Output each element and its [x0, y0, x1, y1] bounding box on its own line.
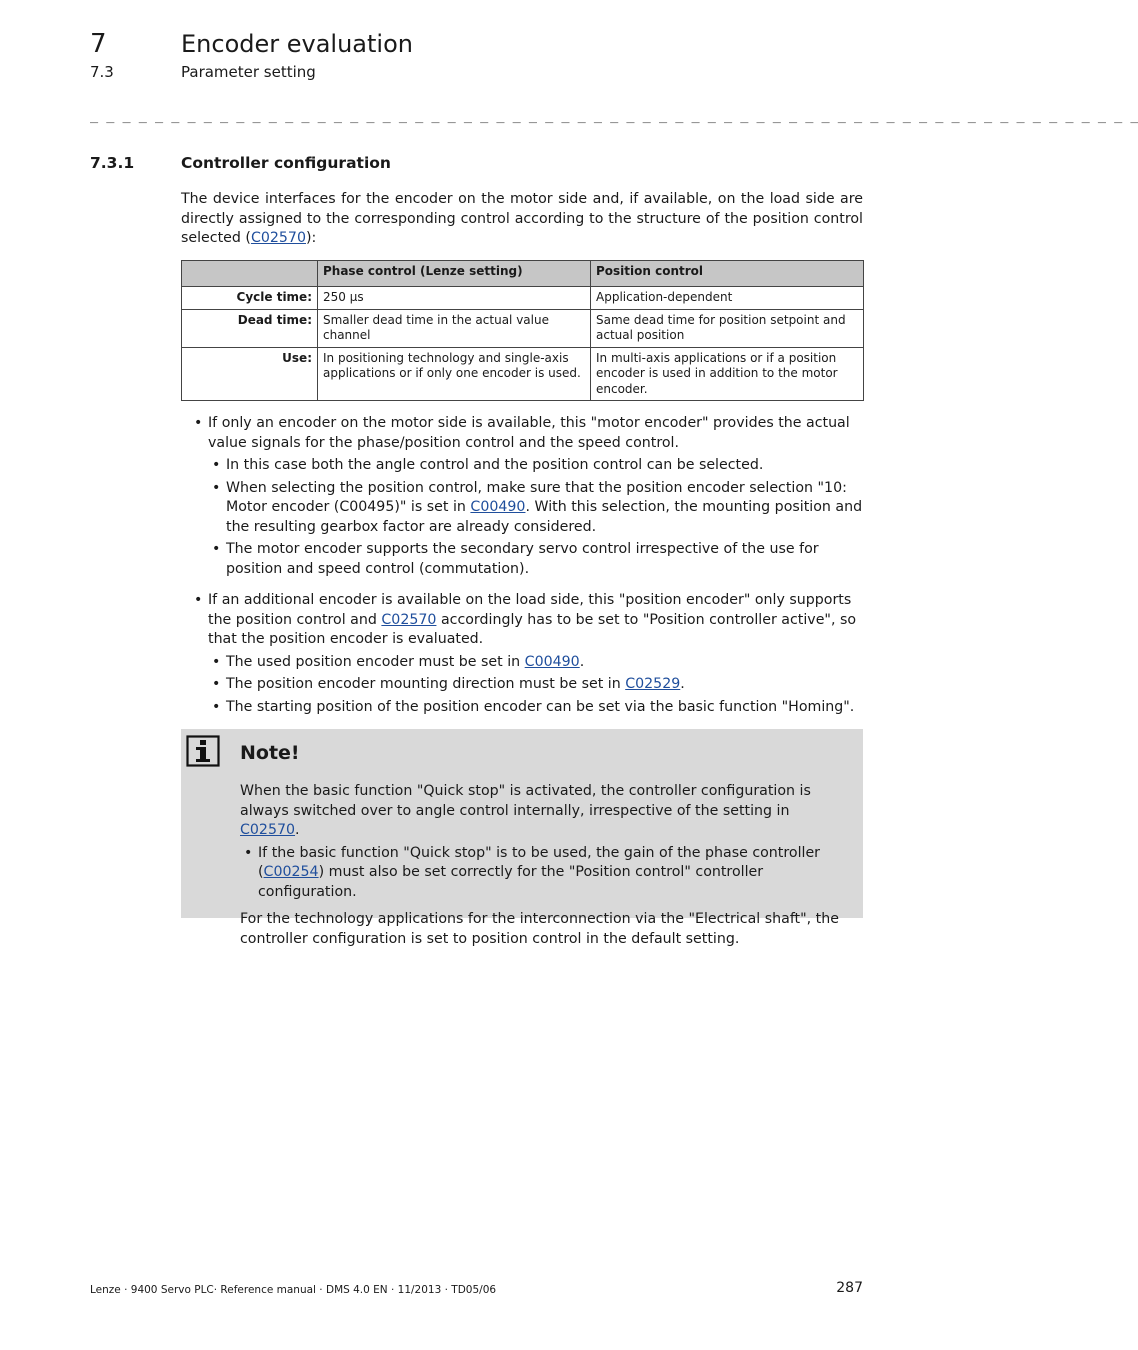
note-text: When the basic function "Quick stop" is activated, the controller configuration is always switched over to angle control internally, irrespective of the setting in: [240, 783, 811, 819]
bullet-text: .: [680, 676, 685, 692]
note-body: [240, 782, 850, 949]
section-number: 7.3.1: [90, 154, 135, 172]
list-item: [208, 479, 863, 538]
note-paragraph: [240, 782, 850, 841]
subchapter-number: 7.3: [90, 63, 114, 81]
note-box: [181, 729, 863, 947]
header-separator: _ _ _ _ _ _ _ _ _ _ _ _ _ _ _ _ _ _ _ _ _ _ _ _ _ _ _ _ _ _ _ _ _ _ _ _ _ _ _ _ _ _ _ _ _ _ _ _ _ _ _ _ _ _ _ _ _ _ _ _ _ _ _ _ _: [90, 108, 1138, 124]
list-item: [208, 675, 863, 695]
chapter-number: 7: [90, 29, 107, 59]
table-header-cell: [182, 261, 318, 287]
intro-paragraph: [181, 190, 863, 249]
table-row: [182, 347, 864, 401]
bullet-text: .: [579, 653, 585, 670]
page-number: 287: [836, 1280, 863, 1296]
table-row: [182, 287, 864, 310]
note-title: Note!: [240, 742, 300, 764]
list-item: [240, 844, 850, 903]
link-c00254[interactable]: C00254: [263, 864, 319, 880]
row-label: Cycle time:: [182, 287, 318, 310]
table-header-cell: Phase control (Lenze setting): [318, 261, 591, 287]
bullet-text: The motor encoder supports the secondary servo control irrespective of the use for position and speed control (commutation).: [226, 541, 819, 577]
list-item: [208, 456, 863, 476]
note-text: If the basic function "Quick stop" is to be used, the gain of the phase controller (: [258, 844, 821, 880]
bullet-text: In this case both the angle control and the position control can be selected.: [226, 457, 764, 473]
table-cell: In positioning technology and single-axis applications or if only one encoder is used.: [318, 347, 591, 401]
table-header-cell: Position control: [591, 261, 864, 287]
bullet-text: . With this selection, the mounting position and the resulting gearbox factor are already considered.: [226, 499, 863, 535]
note-text: .: [295, 822, 300, 838]
bullet-text: The starting position of the position encoder can be set via the basic function "Homing".: [226, 698, 855, 715]
bullet-text: accordingly has to be set to "Position controller active", so that the position encoder is evaluated.: [208, 611, 857, 647]
row-label: Dead time:: [182, 309, 318, 347]
bullet-text: The used position encoder must be set in: [226, 653, 525, 670]
info-icon: [186, 735, 220, 767]
link-c02570[interactable]: C02570: [381, 611, 437, 628]
note-paragraph: For the technology applications for the interconnection via the "Electrical shaft", the controller configuration is set to position control in the default setting.: [240, 911, 839, 947]
chapter-title: Encoder evaluation: [181, 30, 413, 58]
bullet-text: If only an encoder on the motor side is available, this "motor encoder" provides the actual value signals for the phase/position control and the speed control.: [208, 415, 850, 451]
bullet-text: If an additional encoder is available on the load side, this "position encoder" only supports the position control and: [208, 592, 852, 628]
row-label: Use:: [182, 347, 318, 401]
table-row: [182, 309, 864, 347]
list-item: [181, 414, 863, 579]
table-cell: In multi-axis applications or if a position encoder is used in addition to the motor encoder.: [591, 347, 864, 401]
link-c00490[interactable]: C00490: [470, 499, 526, 515]
intro-text-end: ):: [305, 230, 317, 246]
list-item: [181, 591, 863, 717]
intro-text: The device interfaces for the encoder on the motor side and, if available, on the load side are directly assigned to the corresponding control according to the structure of the position control selected (: [181, 191, 863, 246]
table-cell: 250 µs: [318, 287, 591, 310]
link-c02529[interactable]: C02529: [625, 676, 681, 692]
bullet-text: The position encoder mounting direction must be set in: [226, 676, 626, 692]
list-item: [208, 540, 863, 579]
table-cell: Same dead time for position setpoint and actual position: [591, 309, 864, 347]
table-header-row: [182, 261, 864, 287]
bullet-text: When selecting the position control, make sure that the position encoder selection "10: Motor encoder (C00495)" is set in: [226, 479, 847, 515]
bullet-list: [181, 414, 863, 725]
table-cell: Application-dependent: [591, 287, 864, 310]
note-text: ) must also be set correctly for the "Position control" controller configuration.: [258, 864, 764, 900]
list-item: [208, 653, 863, 673]
link-c02570[interactable]: C02570: [250, 230, 306, 246]
table-cell: Smaller dead time in the actual value channel: [318, 309, 591, 347]
section-title: Controller configuration: [181, 154, 391, 172]
controller-config-table: [181, 260, 864, 401]
subchapter-title: Parameter setting: [181, 63, 316, 81]
link-c02570[interactable]: C02570: [240, 822, 296, 838]
link-c00490[interactable]: C00490: [524, 653, 580, 670]
footer-text: Lenze · 9400 Servo PLC· Reference manual · DMS 4.0 EN · 11/2013 · TD05/06: [90, 1284, 497, 1296]
list-item: [208, 698, 863, 718]
